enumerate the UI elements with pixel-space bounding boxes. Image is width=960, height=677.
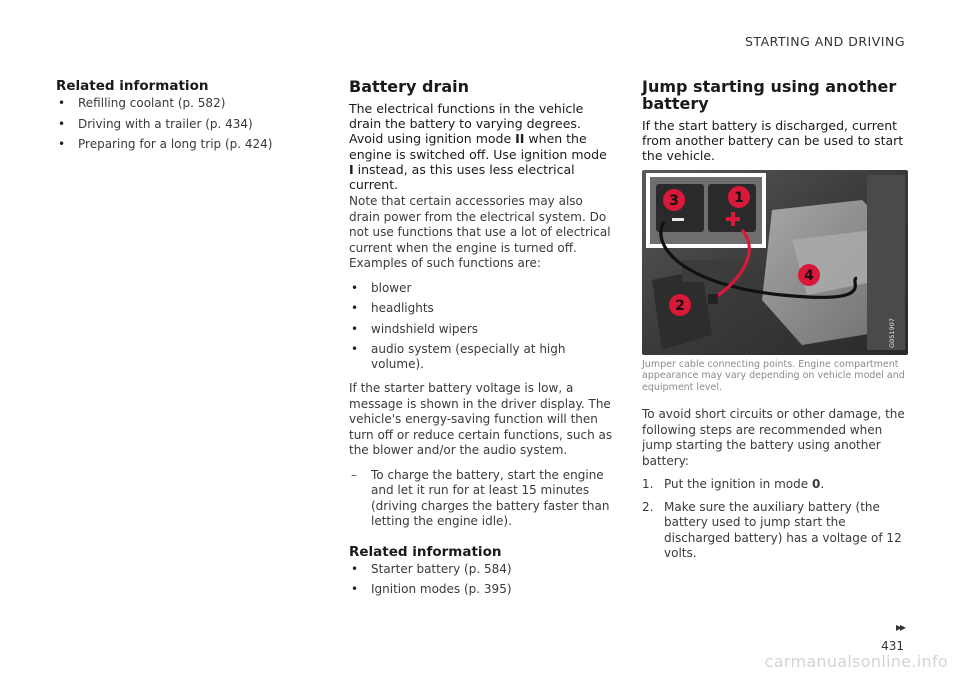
column-middle bbox=[349, 78, 614, 603]
label-1-text: 1 bbox=[734, 189, 744, 206]
jump-start-lead: If the start battery is discharged, current from another battery can be used to start the vehicle. bbox=[642, 118, 904, 164]
figure-code: G051907 bbox=[888, 317, 896, 348]
battery-drain-lead bbox=[349, 101, 614, 192]
jumper-cable-figure bbox=[642, 170, 908, 355]
section-header: STARTING AND DRIVING bbox=[744, 34, 905, 49]
next-page-arrows-icon[interactable]: ▸▸ bbox=[895, 620, 904, 634]
engine-compartment-illustration bbox=[642, 170, 908, 355]
lead-text-c: instead, as this uses less electrical current. bbox=[349, 161, 575, 193]
step-2-text: Make sure the auxiliary battery (the battery used to jump start the discharged battery) has a voltage of 12 volts. bbox=[664, 499, 902, 561]
label-4-text: 4 bbox=[804, 267, 814, 284]
step-1 bbox=[642, 477, 908, 493]
ignition-mode-i: I bbox=[349, 161, 354, 177]
example-item: • windshield wipers bbox=[349, 322, 614, 337]
label-3-marker bbox=[663, 189, 685, 211]
jump-start-steps bbox=[642, 477, 908, 562]
label-1-marker bbox=[728, 186, 750, 208]
related-info-heading: Related information bbox=[56, 78, 209, 94]
column-left bbox=[56, 78, 301, 158]
related-link-starter-battery[interactable]: • Starter battery (p. 584) bbox=[349, 562, 614, 577]
related-link-long-trip[interactable]: • Preparing for a long trip (p. 424) bbox=[56, 137, 301, 152]
minus-sign-icon bbox=[672, 218, 684, 221]
examples-list bbox=[349, 281, 614, 373]
related-link-ignition-modes[interactable]: • Ignition modes (p. 395) bbox=[349, 582, 614, 597]
related-links-list-2 bbox=[349, 562, 614, 598]
related-link-driving-trailer[interactable]: • Driving with a trailer (p. 434) bbox=[56, 117, 301, 132]
battery-drain-heading: Battery drain bbox=[349, 77, 470, 96]
accessories-paragraph: Note that certain accessories may also drain power from the electrical system. Do not use functions that use a lot of electrical current when the engine is turned off. Examples of such functions are: bbox=[349, 194, 611, 271]
figure-caption: Jumper cable connecting points. Engine compartment appearance may vary depending on vehicle model and equipment level. bbox=[642, 358, 905, 393]
step-1-end: . bbox=[820, 477, 825, 492]
watermark: carmanualsonline.info bbox=[764, 652, 948, 671]
lead-text-b: when the engine is switched off. Use ignition mode bbox=[349, 131, 607, 162]
page-number: 431 bbox=[881, 639, 904, 653]
example-item: • headlights bbox=[349, 301, 614, 316]
charge-instruction: – To charge the battery, start the engine and let it run for at least 15 minutes (driving charges the battery faster than letting the engine idle). bbox=[349, 468, 614, 530]
step-2 bbox=[642, 500, 908, 562]
related-link-refilling-coolant[interactable]: • Refilling coolant (p. 582) bbox=[56, 96, 301, 111]
step-1-text: Put the ignition in mode bbox=[664, 477, 812, 492]
label-2-text: 2 bbox=[675, 297, 685, 314]
related-links-list bbox=[56, 96, 301, 152]
positive-post-clamp bbox=[708, 294, 718, 304]
jump-start-heading: Jump starting using another battery bbox=[642, 77, 897, 113]
fender bbox=[867, 175, 905, 350]
column-right bbox=[642, 78, 908, 569]
example-item: • audio system (especially at high volume). bbox=[349, 342, 614, 372]
step-number: 2. bbox=[642, 499, 654, 514]
ignition-mode-0: 0 bbox=[811, 477, 821, 492]
related-info-heading-2: Related information bbox=[349, 543, 502, 560]
label-4-marker bbox=[798, 264, 820, 286]
low-voltage-paragraph: If the starter battery voltage is low, a message is shown in the driver display. The vehicle's energy-saving function will then turn off or reduce certain functions, such as the blower and/or the audio system. bbox=[349, 381, 613, 458]
step-number: 1. bbox=[642, 477, 654, 492]
ignition-mode-ii: II bbox=[515, 131, 525, 147]
jump-start-paragraph: To avoid short circuits or other damage, the following steps are recommended when jump starting the battery using another battery: bbox=[642, 407, 905, 468]
example-item: • blower bbox=[349, 281, 614, 296]
lead-text-a: The electrical functions in the vehicle drain the battery to varying degrees. Avoid using ignition mode bbox=[349, 101, 584, 147]
label-2-marker bbox=[669, 294, 691, 316]
label-3-text: 3 bbox=[669, 192, 679, 209]
